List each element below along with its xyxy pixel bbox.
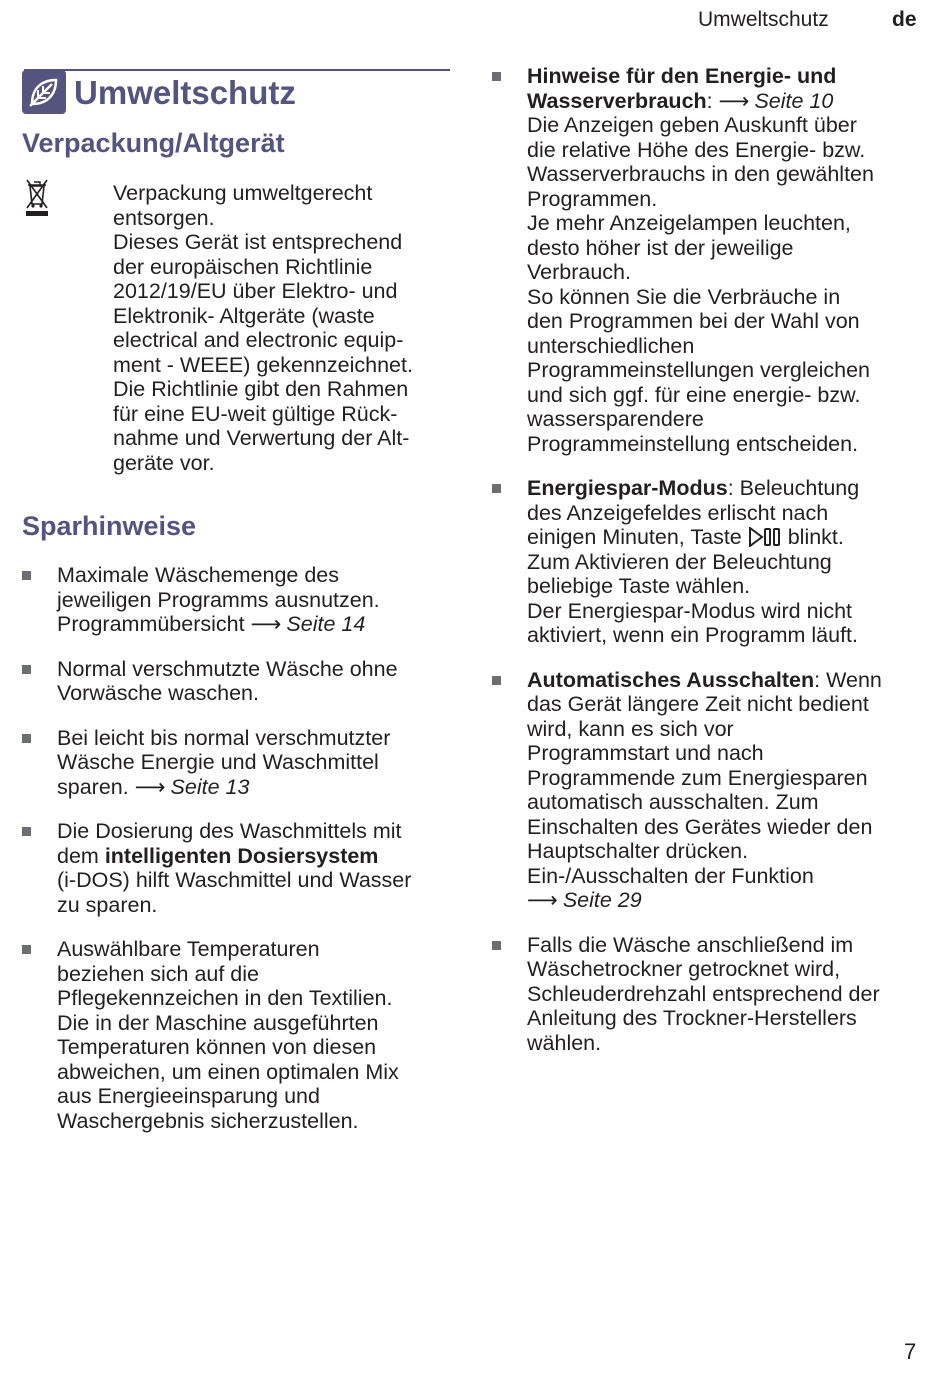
start-pause-icon	[748, 527, 782, 547]
running-header-language: de	[892, 8, 917, 31]
packaging-text: Verpackung umweltgerecht entsorgen. Dieses Gerät ist entsprechend der europäischen Richtlinie 2012/19/EU über Elektro- und Elektronik- Altgeräte (waste electrical and electronic equip- ment - WEEE) gekennzeichnet. Die Richtlinie gibt den Rahmen für eine EU-weit gültige Rück- nahme und Verwertung der Alt- geräte vor.	[113, 181, 413, 475]
square-bullet-icon	[22, 571, 31, 580]
list-item: Energiespar-Modus: Beleuchtung des Anzeigefeldes erlischt nach einigen Minuten, Taste blinkt. Zum Aktivieren der Beleuchtung beliebige Taste wählen. Der Energiespar-Modus wird nicht aktiviert, wenn ein Programm läuft.	[492, 476, 922, 648]
list-item: Maximale Wäschemenge des jeweiligen Programms ausnutzen. Programmübersicht ⟶ Seite 14	[22, 563, 452, 637]
square-bullet-icon	[22, 665, 31, 674]
list-item: Die Dosierung des Waschmittels mit dem intelligenten Dosiersystem (i-DOS) hilft Waschmittel und Wasser zu sparen.	[22, 819, 452, 917]
heading-packaging: Verpackung/Altgerät	[22, 128, 285, 158]
square-bullet-icon	[22, 827, 31, 836]
square-bullet-icon	[22, 734, 31, 743]
right-column-list	[492, 64, 922, 1075]
list-item: Hinweise für den Energie- und Wasserverbrauch: ⟶ Seite 10 Die Anzeigen geben Auskunft über die relative Höhe des Energie- bzw. Wasserverbrauchs in den gewählten Programmen. Je mehr Anzeigelampen leuchten, desto höher ist der jeweilige Verbrauch. So können Sie die Verbräuche in den Programmen bei der Wahl von unterschiedlichen Programmeinstellungen vergleichen und sich ggf. für eine energie- bzw. wassersparendere Programmeinstellung entscheiden.	[492, 64, 922, 456]
title-rule	[24, 69, 450, 71]
running-header-section: Umweltschutz	[698, 8, 829, 31]
page-reference-link[interactable]: Seite 10	[754, 88, 834, 113]
list-item: Auswählbare Temperaturen beziehen sich auf die Pflegekennzeichen in den Textilien. Die in der Maschine ausgeführten Temperaturen können von diesen abweichen, um einen optimalen Mix aus Energieeinsparung und Waschergebnis sicherzustellen.	[22, 937, 452, 1133]
page-reference-link[interactable]: Seite 29	[562, 888, 642, 912]
list-item: Automatisches Ausschalten: Wenn das Gerät längere Zeit nicht bedient wird, kann es sich vor Programmstart und nach Programmende zum Energiesparen automatisch ausschalten. Zum Einschalten des Gerätes wieder den Hauptschalter drücken. Ein-/Ausschalten der Funktion ⟶ Seite 29	[492, 668, 922, 913]
page-reference-link[interactable]: Seite 14	[286, 612, 366, 636]
crossed-bin-icon	[24, 178, 50, 218]
square-bullet-icon	[22, 945, 31, 954]
square-bullet-icon	[492, 941, 501, 950]
arrow-right-icon: ⟶	[718, 88, 749, 113]
heading-tips: Sparhinweise	[22, 511, 197, 541]
square-bullet-icon	[492, 484, 501, 493]
arrow-right-icon: ⟶	[250, 612, 281, 636]
square-bullet-icon	[492, 72, 501, 81]
leaf-icon	[22, 70, 66, 114]
arrow-right-icon: ⟶	[134, 774, 165, 799]
list-item: Bei leicht bis normal verschmutzter Wäsche Energie und Waschmittel sparen. ⟶ Seite 13	[22, 726, 452, 800]
page-number: 7	[904, 1339, 917, 1364]
square-bullet-icon	[492, 676, 501, 685]
tips-list	[22, 563, 452, 1153]
arrow-right-icon: ⟶	[527, 888, 557, 912]
list-item: Falls die Wäsche anschließend im Wäschetrockner getrocknet wird, Schleuderdrehzahl entsprechend der Anleitung des Trockner-Herstellers wählen.	[492, 933, 922, 1056]
page-reference-link[interactable]: Seite 13	[170, 774, 250, 799]
page-title: Umweltschutz	[74, 74, 296, 111]
list-item: Normal verschmutzte Wäsche ohne Vorwäsche waschen.	[22, 657, 452, 706]
